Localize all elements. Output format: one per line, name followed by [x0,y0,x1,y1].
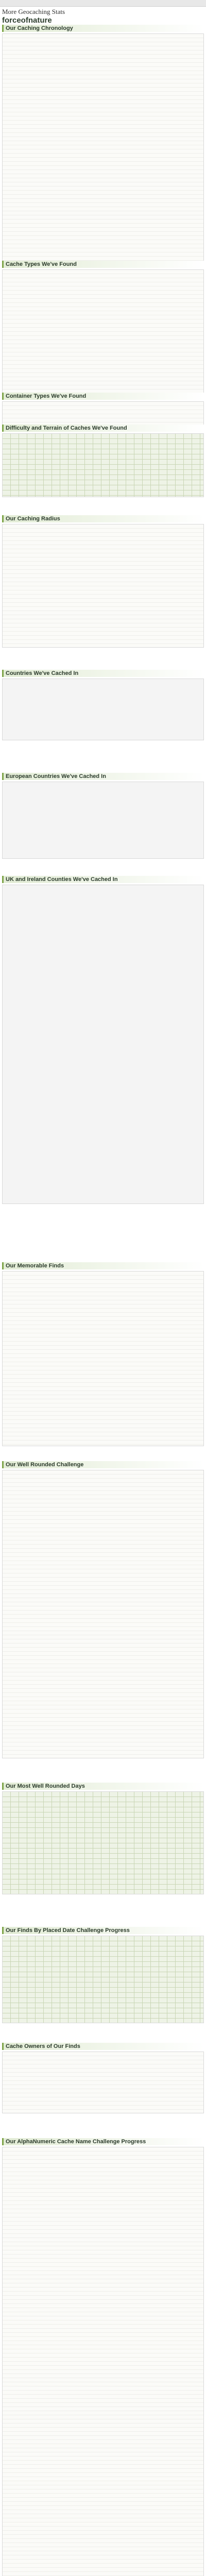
section-uk-ireland-counties [2,876,204,1204]
section-heading: Container Types We've Found [2,393,204,400]
section-body [2,2147,204,2576]
section-body [2,1936,204,2023]
section-body [2,679,204,740]
section-heading: Difficulty and Terrain of Caches We've Found [2,425,204,432]
section-body [2,524,204,648]
section-countries [2,670,204,740]
section-body [2,1271,204,1446]
section-cache-types [2,261,204,395]
section-heading: European Countries We've Cached In [2,773,204,780]
section-container-types [2,393,204,429]
section-caching-radius [2,515,204,648]
section-heading: Our Memorable Finds [2,1262,204,1269]
site-title: More Geocaching Stats [2,8,65,15]
section-body [2,433,204,497]
page-header [2,6,204,25]
section-caching-chronology [2,25,204,264]
section-alphanumeric-cache-name [2,2138,204,2576]
section-heading: Cache Types We've Found [2,261,204,268]
section-body [2,1470,204,1758]
section-heading: UK and Ireland Counties We've Cached In [2,876,204,883]
section-heading: Countries We've Cached In [2,670,204,677]
section-well-rounded-challenge [2,1461,204,1758]
section-body [2,885,204,1204]
section-heading: Our Well Rounded Challenge [2,1461,204,1468]
section-body [2,1791,204,1894]
section-body [2,2052,204,2113]
section-heading: Cache Owners of Our Finds [2,2043,204,2050]
section-heading: Our AlphaNumeric Cache Name Challenge Progress [2,2138,204,2145]
section-cache-owners [2,2043,204,2113]
section-most-well-rounded-days [2,1783,204,1894]
section-memorable-finds [2,1262,204,1446]
section-body [2,782,204,859]
section-placed-date-challenge [2,1927,204,2023]
section-body [2,33,204,264]
section-heading: Our Caching Radius [2,515,204,522]
section-heading: Our Finds By Placed Date Challenge Progress [2,1927,204,1934]
section-body [2,269,204,395]
section-heading: Our Caching Chronology [2,25,204,32]
section-heading: Our Most Well Rounded Days [2,1783,204,1790]
section-difficulty-terrain [2,425,204,497]
user-name: forceofnature [2,16,52,25]
section-european-countries [2,773,204,859]
